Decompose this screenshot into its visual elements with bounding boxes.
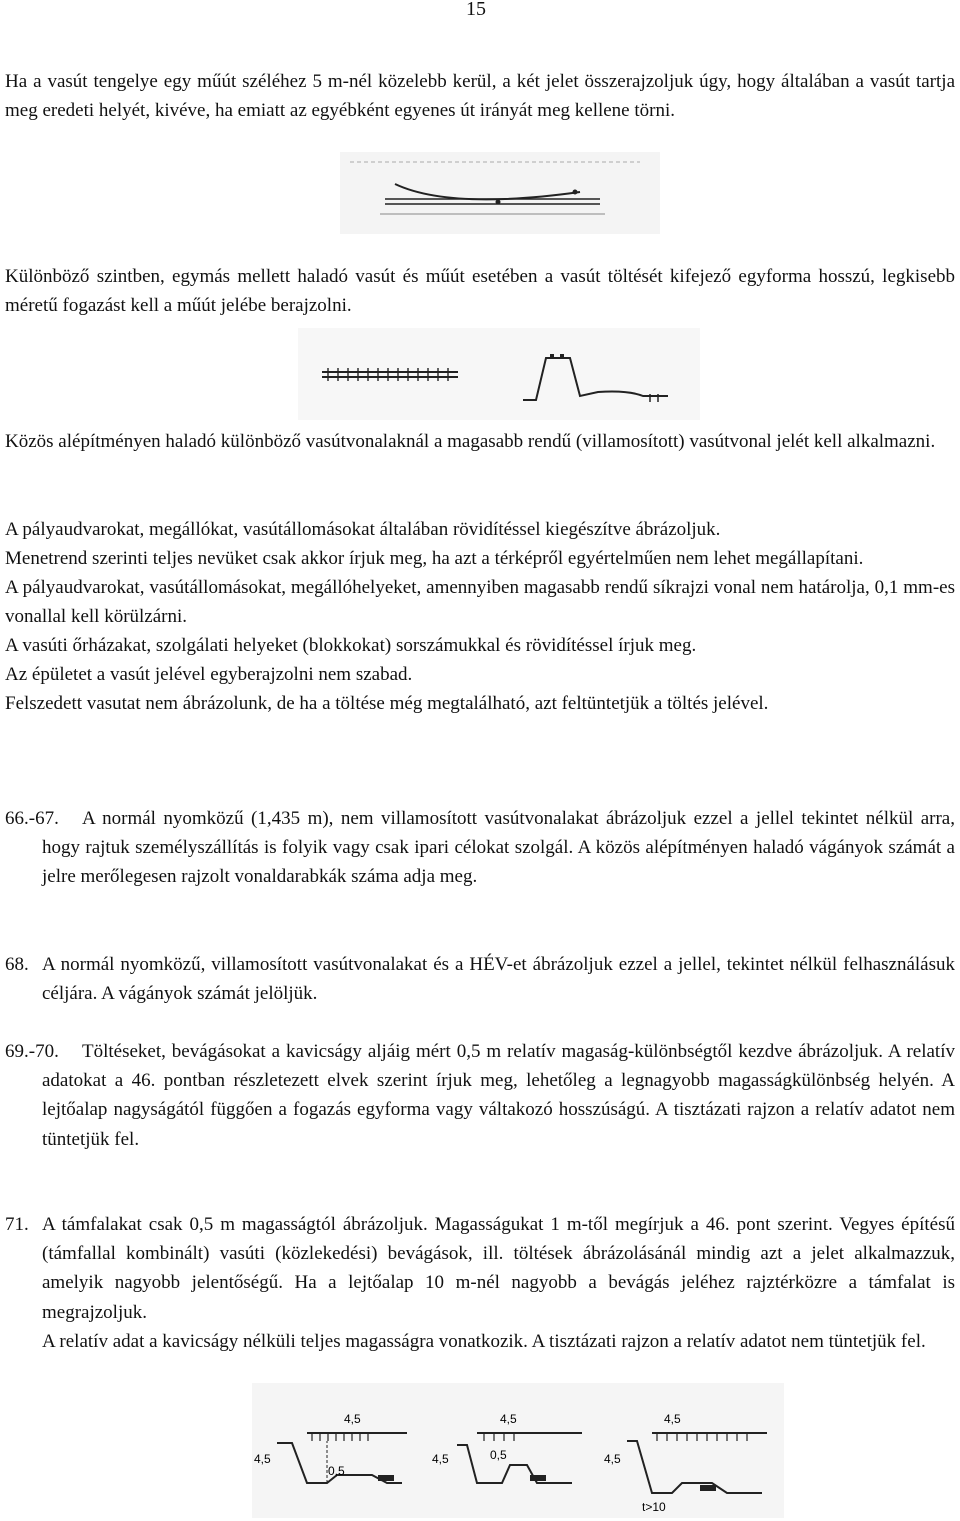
list-item (5, 950, 955, 1008)
item-text: A relatív adat a kavicságy nélküli teljes magasságra vonatkozik. A tisztázati rajzon a relatív adatot nem tüntetjük fel. (42, 1330, 926, 1352)
paragraph-text: Az épületet a vasút jelével egyberajzolni nem szabad. (5, 664, 413, 685)
figure-embankment-profile (298, 328, 700, 420)
height-label: 4,5 (344, 1412, 361, 1426)
paragraph-text: Közös alépítményen haladó különböző vasútvonalaknál a magasabb rendű (villamosított) vasútvonal jelét kell alkalmazni. (5, 431, 936, 452)
height-label: 4,5 (432, 1452, 449, 1466)
paragraph-text: Menetrend szerinti teljes nevüket csak akkor írjuk meg, ha azt a térképről egyértelműen nem lehet megállapítani. (5, 548, 864, 569)
paragraph-text: A pályaudvarokat, vasútállomásokat, megállóhelyeket, amennyiben magasabb rendű síkrajzi vonal nem határolja, 0,1 mm-es vonallal kell körülzárni. (5, 577, 955, 627)
height-label: 4,5 (604, 1452, 621, 1466)
paragraph-railway-road-proximity (5, 67, 955, 125)
paragraph-text: Különböző szintben, egymás mellett haladó vasút és műút esetében a vasút töltését kifejező egyforma hosszú, legkisebb méretű fogazást kell a műút jelébe berajzolni. (5, 266, 955, 316)
slope-label: t>10 (642, 1500, 666, 1514)
item-number: 71. (5, 1214, 29, 1235)
paragraph-text: Ha a vasút tengelye egy műút széléhez 5 m-nél közelebb kerül, a két jelet összerajzoljuk úgy, hogy általában a vasút tartja meg eredeti helyét, kivéve, ha emiatt az egyébként egyenes út irányát meg kellene törni. (5, 71, 955, 121)
item-text: A normál nyomközű (1,435 m), nem villamosított vasútvonalakat ábrázoljuk ezzel a jellel tekintet nélkül arra, hogy rajtuk személyszállítás is folyik vagy csak ipari célokat szolgál. A közös alépítményen haladó vágányok számát a jelre merőlegesen rajzolt vonaldarabkák száma adja meg. (42, 808, 955, 888)
paragraph-text: Felszedett vasutat nem ábrázolunk, de ha a töltése még megtalálható, azt feltüntetjük a töltés jelével. (5, 693, 769, 714)
height-label: 0,5 (490, 1448, 507, 1462)
paragraph-text: A pályaudvarokat, megállókat, vasútállomásokat általában rövidítéssel kiegészítve ábrázoljuk. (5, 519, 721, 540)
figure-retaining-walls (252, 1383, 784, 1518)
item-text: A normál nyomközű, villamosított vasútvonalakat és a HÉV-et ábrázoljuk ezzel a jellel, tekintet nélkül felhasználásuk céljára. A vágányok számát jelöljük. (42, 954, 955, 1005)
item-number: 68. (5, 954, 29, 975)
list-item (5, 1037, 955, 1154)
page-number: 15 (466, 0, 486, 20)
item-text: Töltéseket, bevágásokat a kavicságy aljáig mért 0,5 m relatív magaság-különbségtől kezdve ábrázoljuk. A relatív adatokat a 46. pontban részletezett elvek szerint írjuk meg, lehetőleg a legnagyobb magasságkülönbség helyén. A lejtőalap nagyságától függően a fogazás egyforma vagy váltakozó hosszúságú. A tisztázati rajzon a relatív adatot nem tüntetjük fel. (42, 1041, 955, 1150)
list-item (5, 804, 955, 892)
item-number: 66.-67. (5, 808, 59, 829)
paragraph-embankment-teeth (5, 262, 955, 320)
height-label: 4,5 (664, 1412, 681, 1426)
figure-railway-road-merge (340, 152, 660, 234)
item-number: 69.-70. (5, 1041, 59, 1062)
paragraph-text: A vasúti őrházakat, szolgálati helyeket (blokkokat) sorszámukkal és rövidítéssel írjuk meg. (5, 635, 697, 656)
height-label: 4,5 (254, 1452, 271, 1466)
paragraph-electrified-priority (5, 427, 955, 456)
height-label: 0,5 (328, 1464, 345, 1478)
list-item (5, 1210, 955, 1356)
item-text: A támfalakat csak 0,5 m magasságtól ábrázoljuk. Magasságukat 1 m-től megírjuk a 46. pont szerint. Vegyes építésű (támfallal kombinált) vasúti (közlekedési) bevágások, ill. töltések ábrázolásánál mindig azt a jelet alkalmazzuk, amelyik nagyobb jelentőségű. Ha a lejtőalap 10 m-nél nagyobb a bevágás jeléhez rajztérközre a támfalat is megrajzoljuk. (42, 1214, 955, 1323)
paragraph-stations (5, 515, 955, 718)
height-label: 4,5 (500, 1412, 517, 1426)
